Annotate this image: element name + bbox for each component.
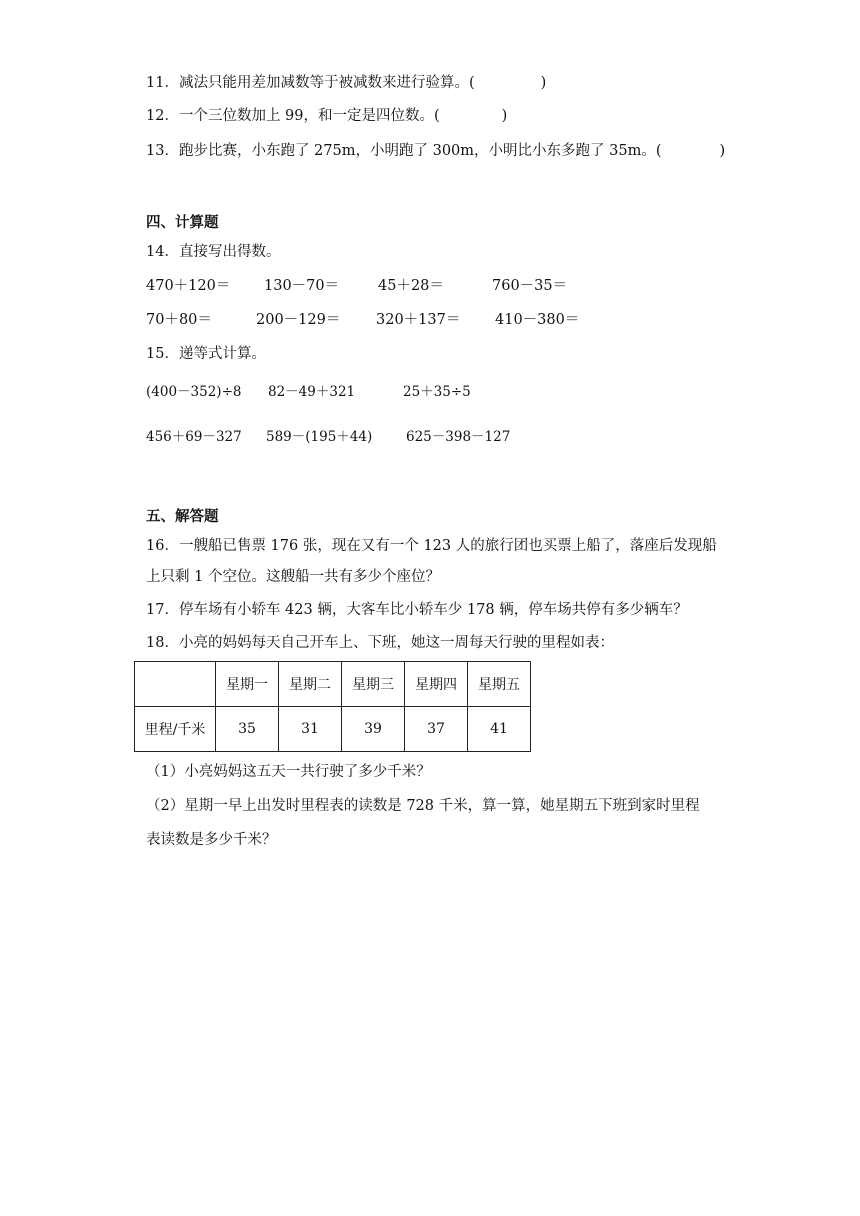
stepwise-expression: 456＋69－327 (146, 429, 242, 445)
question-13 (146, 141, 725, 161)
question-number: 11． (146, 75, 179, 91)
stepwise-expression: 25＋35÷5 (403, 384, 471, 400)
table-cell: 31 (279, 707, 342, 752)
question-text: 减法只能用差加减数等于被减数来进行验算。( (178, 75, 475, 91)
oral-calc-item: 760－35＝ (492, 278, 568, 294)
table-corner-cell (135, 662, 216, 707)
stepwise-expression: 625－398－127 (406, 429, 511, 445)
question-14: 14．直接写出得数。 (146, 244, 281, 260)
question-18-sub1: （1）小亮妈妈这五天一共行驶了多少千米？ (146, 764, 431, 780)
question-text: 跑步比赛，小东跑了 275m，小明跑了 300m，小明比小东多跑了 35m。( (178, 143, 662, 159)
close-paren: ) (719, 143, 726, 159)
question-18-sub2-line1: （2）星期一早上出发时里程表的读数是 728 千米，算一算，她星期五下班到家时里程 (146, 798, 700, 814)
table-cell: 37 (405, 707, 468, 752)
table-header-cell: 星期四 (405, 662, 468, 707)
question-number: 13． (146, 143, 179, 159)
table-cell: 35 (216, 707, 279, 752)
question-text: 一个三位数加上 99，和一定是四位数。( (178, 108, 440, 124)
oral-calc-item: 130－70＝ (264, 278, 340, 294)
table-row-label: 里程/千米 (135, 707, 216, 752)
question-16-line1: 16．一艘船已售票 176 张，现在又有一个 123 人的旅行团也买票上船了，落座后发现船 (146, 538, 717, 554)
close-paren: ) (540, 75, 547, 91)
table-header-cell: 星期三 (342, 662, 405, 707)
section-title-calculation: 四、计算题 (146, 214, 219, 231)
table-header-cell: 星期一 (216, 662, 279, 707)
question-number: 12． (146, 108, 179, 124)
question-15: 15．递等式计算。 (146, 346, 266, 362)
stepwise-expression: 589－(195＋44) (266, 429, 373, 445)
oral-calc-item: 70＋80＝ (146, 312, 212, 328)
table-cell: 41 (468, 707, 531, 752)
oral-calc-item: 410－380＝ (495, 312, 580, 328)
oral-calc-item: 200－129＝ (256, 312, 341, 328)
oral-calc-item: 470＋120＝ (146, 278, 231, 294)
stepwise-expression: 82－49＋321 (268, 384, 356, 400)
question-17: 17．停车场有小轿车 423 辆，大客车比小轿车少 178 辆，停车场共停有多少辆车？ (146, 602, 688, 618)
oral-calc-item: 320＋137＝ (376, 312, 461, 328)
mileage-table (134, 661, 531, 752)
table-header-row (135, 662, 531, 707)
question-11 (146, 73, 546, 93)
question-18-sub2-line2: 表读数是多少千米？ (146, 832, 277, 848)
question-12 (146, 106, 507, 126)
table-cell: 39 (342, 707, 405, 752)
table-header-cell: 星期五 (468, 662, 531, 707)
question-16-line2: 上只剩 1 个空位。这艘船一共有多少个座位？ (146, 569, 440, 585)
stepwise-expression: (400－352)÷8 (146, 384, 242, 400)
table-row (135, 707, 531, 752)
oral-calc-item: 45＋28＝ (378, 278, 444, 294)
section-title-word-problems: 五、解答题 (146, 508, 219, 525)
close-paren: ) (501, 108, 508, 124)
table-header-cell: 星期二 (279, 662, 342, 707)
question-18: 18．小亮的妈妈每天自己开车上、下班，她这一周每天行驶的里程如表： (146, 635, 614, 651)
